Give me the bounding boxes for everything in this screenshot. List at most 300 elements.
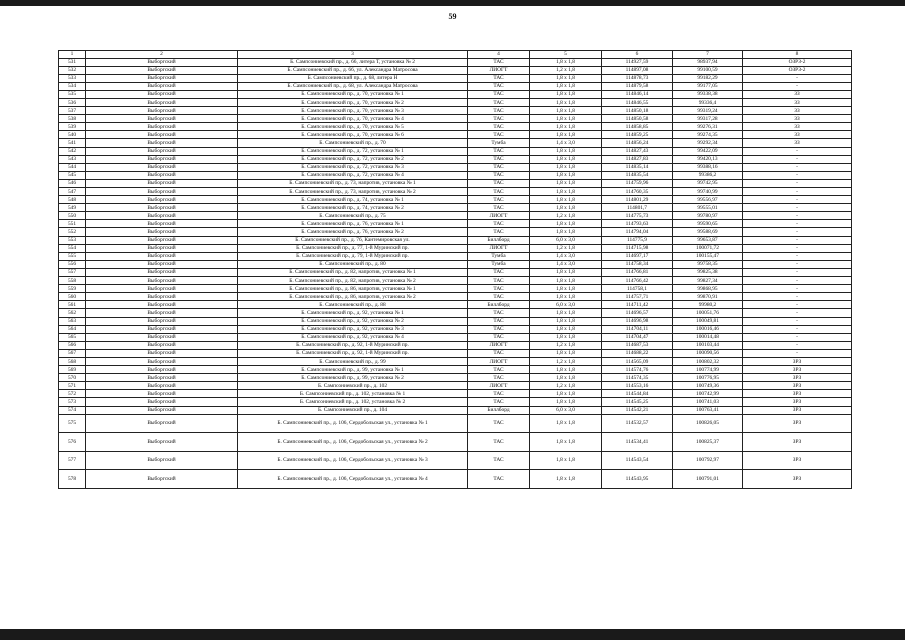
table-row <box>59 414 852 433</box>
construction-type-cell: ТАС <box>468 390 530 398</box>
zone-cell: - <box>743 333 852 341</box>
row-number-cell: 547 <box>59 188 86 196</box>
coord-y-cell: 99870,91 <box>673 293 743 301</box>
row-number-cell: 568 <box>59 357 86 365</box>
construction-type-cell: Тумба <box>468 252 530 260</box>
coord-x-cell: 114760,35 <box>602 188 673 196</box>
table-row <box>59 90 852 98</box>
row-number-cell: 537 <box>59 107 86 115</box>
coord-y-cell: 99740,99 <box>673 188 743 196</box>
address-cell: Б. Сампсониевский пр., д. 106, Сердобольская ул., установка № 1 <box>238 414 468 433</box>
size-cell: 1,8 х 1,8 <box>530 171 602 179</box>
address-cell: Б. Сампсониевский пр., д. 76, установка № 2 <box>238 228 468 236</box>
coord-y-cell: 100014,48 <box>673 333 743 341</box>
row-number-cell: 572 <box>59 390 86 398</box>
table-row <box>59 293 852 301</box>
district-cell: Выборгский <box>86 317 238 325</box>
coord-x-cell: 114704,47 <box>602 333 673 341</box>
table-row <box>59 406 852 414</box>
row-number-cell: 546 <box>59 179 86 187</box>
size-cell: 1,8 х 1,8 <box>530 366 602 374</box>
size-cell: 1,8 х 1,8 <box>530 317 602 325</box>
coord-y-cell: 99177,05 <box>673 82 743 90</box>
district-cell: Выборгский <box>86 204 238 212</box>
table-row <box>59 188 852 196</box>
size-cell: 1,8 х 1,8 <box>530 155 602 163</box>
coord-x-cell: 114758,1 <box>602 285 673 293</box>
size-cell: 1,8 х 1,8 <box>530 414 602 433</box>
zone-cell: - <box>743 260 852 268</box>
table-row <box>59 252 852 260</box>
column-header: 6 <box>602 51 673 59</box>
construction-type-cell: ТАС <box>468 171 530 179</box>
construction-type-cell: ТАС <box>468 155 530 163</box>
zone-cell: ЗРЗ <box>743 451 852 470</box>
address-cell: Б. Сампсониевский пр., д. 70, установка № 6 <box>238 131 468 139</box>
coord-x-cell: 114545,25 <box>602 398 673 406</box>
coord-y-cell: 100051,76 <box>673 309 743 317</box>
coord-y-cell: 99742,95 <box>673 179 743 187</box>
address-cell: Б. Сампсониевский пр., д. 102, установка № 2 <box>238 398 468 406</box>
coord-x-cell: 114801,7 <box>602 204 673 212</box>
coord-y-cell: 99182,29 <box>673 74 743 82</box>
coord-y-cell: 99420,13 <box>673 155 743 163</box>
size-cell: 1,8 х 1,8 <box>530 349 602 357</box>
construction-type-cell: ЛИОГТ <box>468 66 530 74</box>
coord-y-cell: 99388,16 <box>673 163 743 171</box>
coord-y-cell: 100825,37 <box>673 433 743 452</box>
coord-y-cell: 99590,65 <box>673 220 743 228</box>
row-number-cell: 566 <box>59 341 86 349</box>
zone-cell: - <box>743 252 852 260</box>
coord-y-cell: 100763,41 <box>673 406 743 414</box>
zone-cell: ОЗРЗ-2 <box>743 58 852 66</box>
address-cell: Б. Сампсониевский пр., д. 72, установка № 4 <box>238 171 468 179</box>
row-number-cell: 571 <box>59 382 86 390</box>
zone-cell: ЗЗ <box>743 123 852 131</box>
construction-type-cell: ТАС <box>468 147 530 155</box>
row-number-cell: 550 <box>59 212 86 220</box>
table-row <box>59 155 852 163</box>
construction-type-cell: ТАС <box>468 188 530 196</box>
table-row <box>59 390 852 398</box>
district-cell: Выборгский <box>86 406 238 414</box>
table-body <box>59 58 852 488</box>
size-cell: 1,2 х 1,8 <box>530 244 602 252</box>
district-cell: Выборгский <box>86 374 238 382</box>
construction-type-cell: ТАС <box>468 268 530 276</box>
coord-x-cell: 114543,95 <box>602 470 673 489</box>
address-cell: Б. Сампсониевский пр., д. 72, установка № 1 <box>238 147 468 155</box>
size-cell: 1,8 х 1,8 <box>530 204 602 212</box>
district-cell: Выборгский <box>86 341 238 349</box>
zone-cell: - <box>743 293 852 301</box>
address-cell: Б. Сампсониевский пр., д. 75 <box>238 212 468 220</box>
address-cell: Б. Сампсониевский пр., д. 66, литера Т, установка № 2 <box>238 58 468 66</box>
size-cell: 6,0 х 3,0 <box>530 406 602 414</box>
zone-cell: ЗЗ <box>743 115 852 123</box>
size-cell: 1,8 х 1,8 <box>530 333 602 341</box>
size-cell: 1,8 х 1,8 <box>530 285 602 293</box>
row-number-cell: 577 <box>59 451 86 470</box>
zone-cell: ЗЗ <box>743 131 852 139</box>
address-cell: Б. Сампсониевский пр., д. 80 <box>238 260 468 268</box>
coord-x-cell: 114532,57 <box>602 414 673 433</box>
column-header: 2 <box>86 51 238 59</box>
row-number-cell: 575 <box>59 414 86 433</box>
district-cell: Выборгский <box>86 220 238 228</box>
table-row <box>59 285 852 293</box>
coord-x-cell: 114687,53 <box>602 341 673 349</box>
size-cell: 1,4 х 3,0 <box>530 252 602 260</box>
coord-x-cell: 114688,22 <box>602 349 673 357</box>
zone-cell: ЗЗ <box>743 98 852 106</box>
construction-type-cell: ТАС <box>468 433 530 452</box>
coord-x-cell: 114775,9 <box>602 236 673 244</box>
table-row <box>59 349 852 357</box>
zone-cell: - <box>743 349 852 357</box>
address-cell: Б. Сампсониевский пр., д. 77, 1-й Муринский пр. <box>238 244 468 252</box>
zone-cell: - <box>743 268 852 276</box>
zone-cell: - <box>743 204 852 212</box>
coord-y-cell: 100749,36 <box>673 382 743 390</box>
zone-cell: ЗРЗ <box>743 357 852 365</box>
row-number-cell: 574 <box>59 406 86 414</box>
address-cell: Б. Сампсониевский пр., д. 92, 1-й Муринский пр. <box>238 349 468 357</box>
row-number-cell: 553 <box>59 236 86 244</box>
address-cell: Б. Сампсониевский пр., д. 106, Сердобольская ул., установка № 2 <box>238 433 468 452</box>
size-cell: 1,8 х 1,8 <box>530 74 602 82</box>
construction-type-cell: Биллборд <box>468 301 530 309</box>
address-cell: Б. Сампсониевский пр., д. 74, установка № 1 <box>238 196 468 204</box>
size-cell: 1,8 х 1,8 <box>530 277 602 285</box>
table-row <box>59 179 852 187</box>
table-row <box>59 82 852 90</box>
district-cell: Выборгский <box>86 228 238 236</box>
district-cell: Выборгский <box>86 325 238 333</box>
zone-cell: ЗРЗ <box>743 406 852 414</box>
column-header: 1 <box>59 51 86 59</box>
address-cell: Б. Сампсониевский пр., д. 104 <box>238 406 468 414</box>
size-cell: 1,4 х 3,0 <box>530 260 602 268</box>
address-cell: Б. Сампсониевский пр., д. 70, установка № 4 <box>238 115 468 123</box>
zone-cell: ЗЗ <box>743 90 852 98</box>
district-cell: Выборгский <box>86 82 238 90</box>
row-number-cell: 569 <box>59 366 86 374</box>
table-row <box>59 382 852 390</box>
address-cell: Б. Сампсониевский пр., д. 68, ул. Александра Матросова <box>238 82 468 90</box>
row-number-cell: 549 <box>59 204 86 212</box>
coord-x-cell: 114574,76 <box>602 366 673 374</box>
coord-x-cell: 114793,63 <box>602 220 673 228</box>
coord-y-cell: 99868,95 <box>673 285 743 293</box>
row-number-cell: 559 <box>59 285 86 293</box>
construction-type-cell: ТАС <box>468 131 530 139</box>
coord-x-cell: 114897,08 <box>602 66 673 74</box>
row-number-cell: 561 <box>59 301 86 309</box>
size-cell: 1,8 х 1,8 <box>530 451 602 470</box>
coord-y-cell: 100049,81 <box>673 317 743 325</box>
district-cell: Выборгский <box>86 268 238 276</box>
size-cell: 1,2 х 1,8 <box>530 341 602 349</box>
coord-y-cell: 99319,24 <box>673 107 743 115</box>
construction-type-cell: ТАС <box>468 309 530 317</box>
coord-y-cell: 100826,05 <box>673 414 743 433</box>
coord-x-cell: 114543,54 <box>602 451 673 470</box>
construction-type-cell: ТАС <box>468 196 530 204</box>
zone-cell: - <box>743 74 852 82</box>
size-cell: 1,2 х 1,8 <box>530 66 602 74</box>
row-number-cell: 532 <box>59 66 86 74</box>
coord-x-cell: 114827,43 <box>602 147 673 155</box>
table-row <box>59 309 852 317</box>
coord-y-cell: 100791,01 <box>673 470 743 489</box>
coord-x-cell: 114544,84 <box>602 390 673 398</box>
size-cell: 1,8 х 1,8 <box>530 374 602 382</box>
coord-y-cell: 99825,38 <box>673 268 743 276</box>
address-cell: Б. Сампсониевский пр., д. 99, установка № 1 <box>238 366 468 374</box>
construction-type-cell: Тумба <box>468 260 530 268</box>
zone-cell: - <box>743 82 852 90</box>
coord-x-cell: 114757,71 <box>602 293 673 301</box>
address-cell: Б. Сампсониевский пр., д. 86, напротив, установка № 1 <box>238 285 468 293</box>
coord-x-cell: 114775,73 <box>602 212 673 220</box>
zone-cell: - <box>743 317 852 325</box>
district-cell: Выборгский <box>86 398 238 406</box>
table-row <box>59 196 852 204</box>
row-number-cell: 556 <box>59 260 86 268</box>
coord-x-cell: 114794,04 <box>602 228 673 236</box>
table-row <box>59 398 852 406</box>
table-row <box>59 301 852 309</box>
coord-y-cell: 100090,56 <box>673 349 743 357</box>
coord-x-cell: 114850,18 <box>602 107 673 115</box>
address-cell: Б. Сампсониевский пр., д. 86, напротив, установка № 2 <box>238 293 468 301</box>
coord-x-cell: 114850,58 <box>602 115 673 123</box>
construction-type-cell: ТАС <box>468 293 530 301</box>
row-number-cell: 544 <box>59 163 86 171</box>
construction-type-cell: ТАС <box>468 58 530 66</box>
district-cell: Выборгский <box>86 333 238 341</box>
size-cell: 1,8 х 1,8 <box>530 58 602 66</box>
construction-type-cell: ТАС <box>468 98 530 106</box>
district-cell: Выборгский <box>86 293 238 301</box>
district-cell: Выборгский <box>86 236 238 244</box>
coord-y-cell: 99827,34 <box>673 277 743 285</box>
size-cell: 1,8 х 1,8 <box>530 90 602 98</box>
table-row <box>59 139 852 147</box>
column-header: 4 <box>468 51 530 59</box>
address-cell: Б. Сампсониевский пр., д. 70, установка № 3 <box>238 107 468 115</box>
district-cell: Выборгский <box>86 196 238 204</box>
row-number-cell: 563 <box>59 317 86 325</box>
zone-cell: - <box>743 179 852 187</box>
zone-cell: - <box>743 220 852 228</box>
coord-y-cell: 100776,95 <box>673 374 743 382</box>
row-number-cell: 554 <box>59 244 86 252</box>
row-number-cell: 567 <box>59 349 86 357</box>
table-row <box>59 74 852 82</box>
construction-type-cell: Биллборд <box>468 406 530 414</box>
coord-y-cell: 99292,34 <box>673 139 743 147</box>
size-cell: 1,8 х 1,8 <box>530 325 602 333</box>
district-cell: Выборгский <box>86 107 238 115</box>
size-cell: 6,0 х 3,0 <box>530 301 602 309</box>
size-cell: 1,8 х 1,8 <box>530 163 602 171</box>
zone-cell: - <box>743 285 852 293</box>
row-number-cell: 576 <box>59 433 86 452</box>
zone-cell: - <box>743 236 852 244</box>
coord-x-cell: 114827,83 <box>602 155 673 163</box>
zone-cell: ЗЗ <box>743 107 852 115</box>
construction-type-cell: ТАС <box>468 220 530 228</box>
coord-x-cell: 114542,21 <box>602 406 673 414</box>
table-row <box>59 277 852 285</box>
address-cell: Б. Сампсониевский пр., д. 92, 1-й Муринский пр. <box>238 341 468 349</box>
size-cell: 1,4 х 3,0 <box>530 139 602 147</box>
table-row <box>59 260 852 268</box>
table-row <box>59 212 852 220</box>
coord-x-cell: 114704,11 <box>602 325 673 333</box>
coord-x-cell: 114697,17 <box>602 252 673 260</box>
size-cell: 1,8 х 1,8 <box>530 220 602 228</box>
coord-y-cell: 99980,2 <box>673 301 743 309</box>
construction-type-cell: ТАС <box>468 82 530 90</box>
table-row <box>59 357 852 365</box>
coord-y-cell: 99758,35 <box>673 260 743 268</box>
construction-type-cell: ТАС <box>468 228 530 236</box>
construction-type-cell: ТАС <box>468 325 530 333</box>
district-cell: Выборгский <box>86 244 238 252</box>
row-number-cell: 531 <box>59 58 86 66</box>
zone-cell: ЗРЗ <box>743 382 852 390</box>
district-cell: Выборгский <box>86 163 238 171</box>
row-number-cell: 557 <box>59 268 86 276</box>
address-cell: Б. Сампсониевский пр., д. 92, установка № 3 <box>238 325 468 333</box>
construction-type-cell: ТАС <box>468 451 530 470</box>
size-cell: 1,8 х 1,8 <box>530 228 602 236</box>
district-cell: Выборгский <box>86 147 238 155</box>
size-cell: 1,8 х 1,8 <box>530 147 602 155</box>
row-number-cell: 540 <box>59 131 86 139</box>
construction-type-cell: ТАС <box>468 163 530 171</box>
row-number-cell: 573 <box>59 398 86 406</box>
column-header: 8 <box>743 51 852 59</box>
coord-x-cell: 114715,98 <box>602 244 673 252</box>
row-number-cell: 560 <box>59 293 86 301</box>
construction-type-cell: ТАС <box>468 374 530 382</box>
row-number-cell: 534 <box>59 82 86 90</box>
construction-type-cell: ТАС <box>468 179 530 187</box>
zone-cell: ЗРЗ <box>743 433 852 452</box>
district-cell: Выборгский <box>86 131 238 139</box>
construction-type-cell: ТАС <box>468 414 530 433</box>
address-cell: Б. Сампсониевский пр., д. 70, установка № 2 <box>238 98 468 106</box>
column-header: 3 <box>238 51 468 59</box>
table-row <box>59 341 852 349</box>
zone-cell: ЗЗ <box>743 139 852 147</box>
zone-cell: - <box>743 188 852 196</box>
coord-x-cell: 114766,81 <box>602 268 673 276</box>
coord-y-cell: 99556,97 <box>673 196 743 204</box>
construction-type-cell: ТАС <box>468 123 530 131</box>
district-cell: Выборгский <box>86 252 238 260</box>
size-cell: 1,8 х 1,8 <box>530 433 602 452</box>
coord-x-cell: 114574,35 <box>602 374 673 382</box>
district-cell: Выборгский <box>86 171 238 179</box>
construction-type-cell: ТАС <box>468 107 530 115</box>
row-number-cell: 565 <box>59 333 86 341</box>
row-number-cell: 542 <box>59 147 86 155</box>
table-row <box>59 433 852 452</box>
table-row <box>59 268 852 276</box>
address-cell: Б. Сампсониевский пр., д. 82, напротив, установка № 1 <box>238 268 468 276</box>
coord-y-cell: 98937,94 <box>673 58 743 66</box>
address-cell: Б. Сампсониевский пр., д. 102, установка № 1 <box>238 390 468 398</box>
district-cell: Выборгский <box>86 98 238 106</box>
table-row <box>59 171 852 179</box>
zone-cell: - <box>743 171 852 179</box>
coord-y-cell: 100071,72 <box>673 244 743 252</box>
construction-type-cell: ТАС <box>468 470 530 489</box>
zone-cell: - <box>743 212 852 220</box>
page-number: 59 <box>448 12 457 21</box>
size-cell: 1,8 х 1,8 <box>530 98 602 106</box>
address-cell: Б. Сампсониевский пр., д. 106, Сердобольская ул., установка № 4 <box>238 470 468 489</box>
coord-y-cell: 99555,01 <box>673 204 743 212</box>
zone-cell: - <box>743 244 852 252</box>
district-cell: Выборгский <box>86 179 238 187</box>
table-row <box>59 66 852 74</box>
district-cell: Выборгский <box>86 309 238 317</box>
coord-y-cell: 99100,59 <box>673 66 743 74</box>
construction-type-cell: ТАС <box>468 333 530 341</box>
zone-cell: ЗРЗ <box>743 374 852 382</box>
row-number-cell: 558 <box>59 277 86 285</box>
zone-cell: - <box>743 228 852 236</box>
zone-cell: - <box>743 147 852 155</box>
size-cell: 1,8 х 1,8 <box>530 268 602 276</box>
row-number-cell: 578 <box>59 470 86 489</box>
coord-y-cell: 99422,09 <box>673 147 743 155</box>
row-number-cell: 552 <box>59 228 86 236</box>
district-cell: Выборгский <box>86 74 238 82</box>
row-number-cell: 539 <box>59 123 86 131</box>
district-cell: Выборгский <box>86 357 238 365</box>
size-cell: 1,8 х 1,8 <box>530 82 602 90</box>
size-cell: 1,8 х 1,8 <box>530 309 602 317</box>
zone-cell: ОЗРЗ-2 <box>743 66 852 74</box>
coord-y-cell: 99386,2 <box>673 171 743 179</box>
coord-x-cell: 114553,16 <box>602 382 673 390</box>
size-cell: 1,8 х 1,8 <box>530 115 602 123</box>
district-cell: Выборгский <box>86 301 238 309</box>
construction-type-cell: ЛИОГТ <box>468 341 530 349</box>
district-cell: Выборгский <box>86 188 238 196</box>
row-number-cell: 533 <box>59 74 86 82</box>
construction-type-cell: ТАС <box>468 366 530 374</box>
address-cell: Б. Сампсониевский пр., д. 66, ул. Александра Матросова <box>238 66 468 74</box>
zone-cell: - <box>743 309 852 317</box>
row-number-cell: 545 <box>59 171 86 179</box>
zone-cell: ЗРЗ <box>743 366 852 374</box>
row-number-cell: 562 <box>59 309 86 317</box>
zone-cell: ЗРЗ <box>743 414 852 433</box>
coord-x-cell: 114758,34 <box>602 260 673 268</box>
coord-y-cell: 99653,87 <box>673 236 743 244</box>
table-row <box>59 236 852 244</box>
coord-y-cell: 100802,32 <box>673 357 743 365</box>
